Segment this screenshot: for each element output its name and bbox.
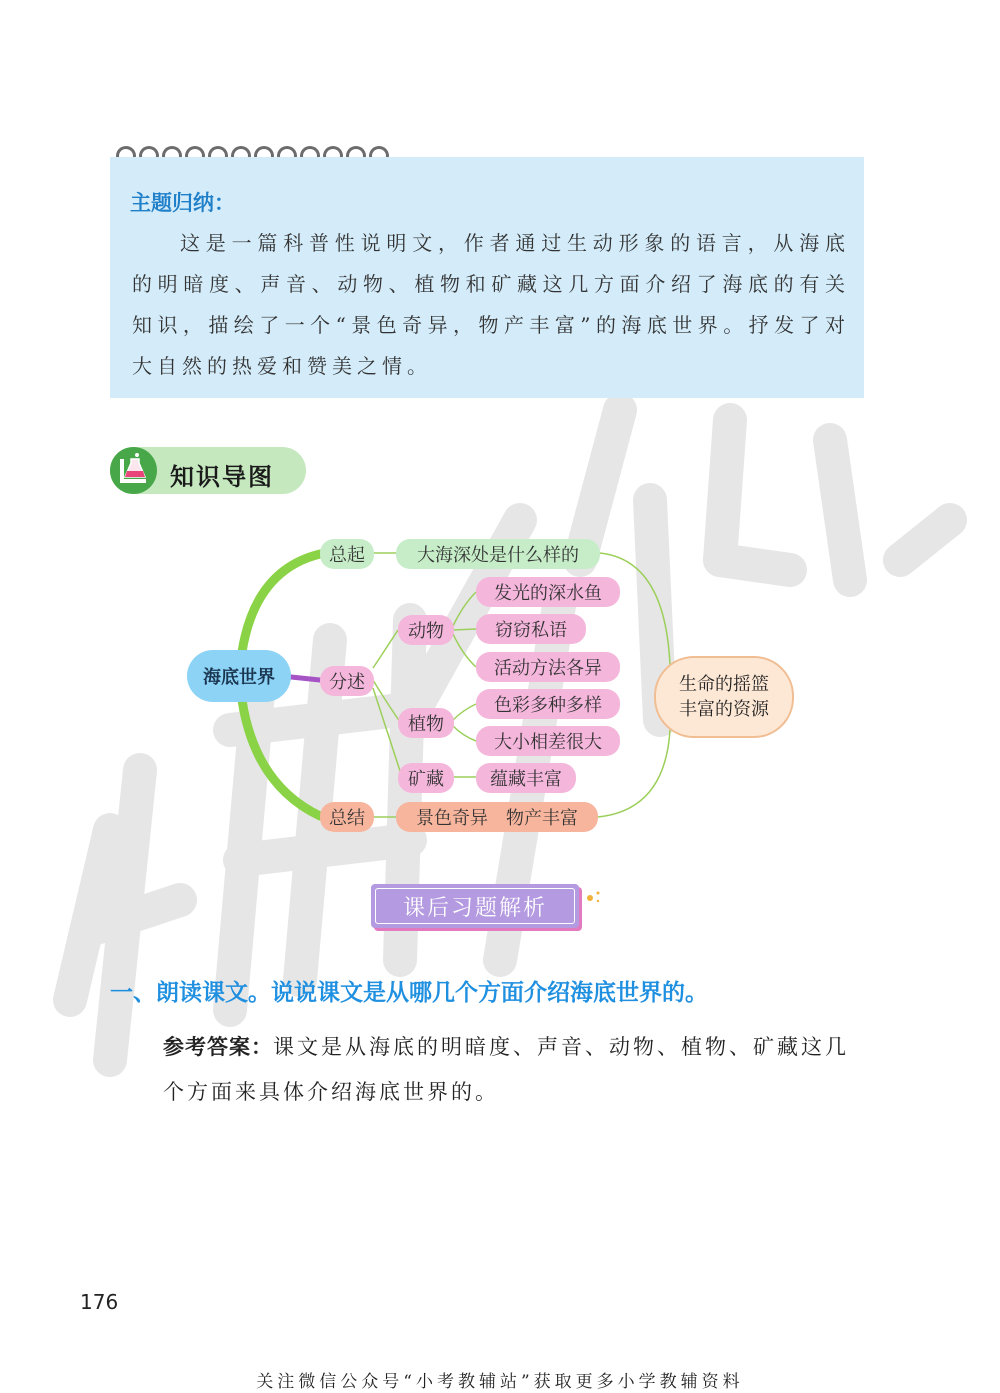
animals-item: 发光的深水鱼: [476, 577, 620, 607]
animals-item: 窃窃私语: [476, 614, 586, 644]
exercise-question: 一、朗读课文。说说课文是从哪几个方面介绍海底世界的。: [110, 980, 708, 1006]
flask-icon: [110, 447, 157, 494]
middle-label: 分述: [320, 666, 374, 696]
animals-label: 动物: [398, 615, 454, 645]
knowledge-map-header: [110, 447, 306, 494]
summary-line: 生命的摇篮: [679, 674, 769, 695]
theme-body: 这是一篇科普性说明文，作者通过生动形象的语言，从海底的明暗度、声音、动物、植物和矿藏这几方面介绍了海底的有关知识，描绘了一个“景色奇异，物产丰富”的海底世界。抒发了对大自然的热爱和赞美之情。: [132, 231, 850, 378]
exercise-banner: [371, 884, 579, 928]
plants-label: 植物: [398, 708, 454, 738]
exercise-answer: [163, 1025, 868, 1115]
page-number: 176: [80, 1290, 119, 1314]
sparkle-icon: [586, 890, 602, 904]
mind-map: [170, 530, 810, 840]
summary-line: 丰富的资源: [679, 699, 769, 720]
summary-cloud: [654, 656, 794, 738]
plants-item: 大小相差很大: [476, 726, 620, 756]
theme-summary-box: [110, 157, 864, 398]
end-content: 景色奇异 物产丰富: [396, 802, 598, 832]
minerals-label: 矿藏: [398, 763, 454, 793]
root-node: 海底世界: [187, 650, 291, 702]
answer-text: 课文是从海底的明暗度、声音、动物、植物、矿藏这几个方面来具体介绍海底世界的。: [163, 1035, 849, 1104]
minerals-item: 蕴藏丰富: [476, 763, 576, 793]
exercise-banner-label: 课后习题解析: [375, 888, 575, 924]
knowledge-map-title: 知识导图: [170, 463, 274, 491]
plants-item: 色彩多种多样: [476, 689, 620, 719]
theme-title: 主题归纳：: [130, 191, 235, 215]
end-label: 总结: [320, 802, 374, 832]
start-label: 总起: [320, 539, 374, 569]
answer-label: 参考答案：: [163, 1035, 273, 1059]
animals-item: 活动方法各异: [476, 652, 620, 682]
footer-note: 关注微信公众号“小考教辅站”获取更多小学教辅资料: [256, 1372, 744, 1392]
start-content: 大海深处是什么样的: [396, 539, 600, 569]
